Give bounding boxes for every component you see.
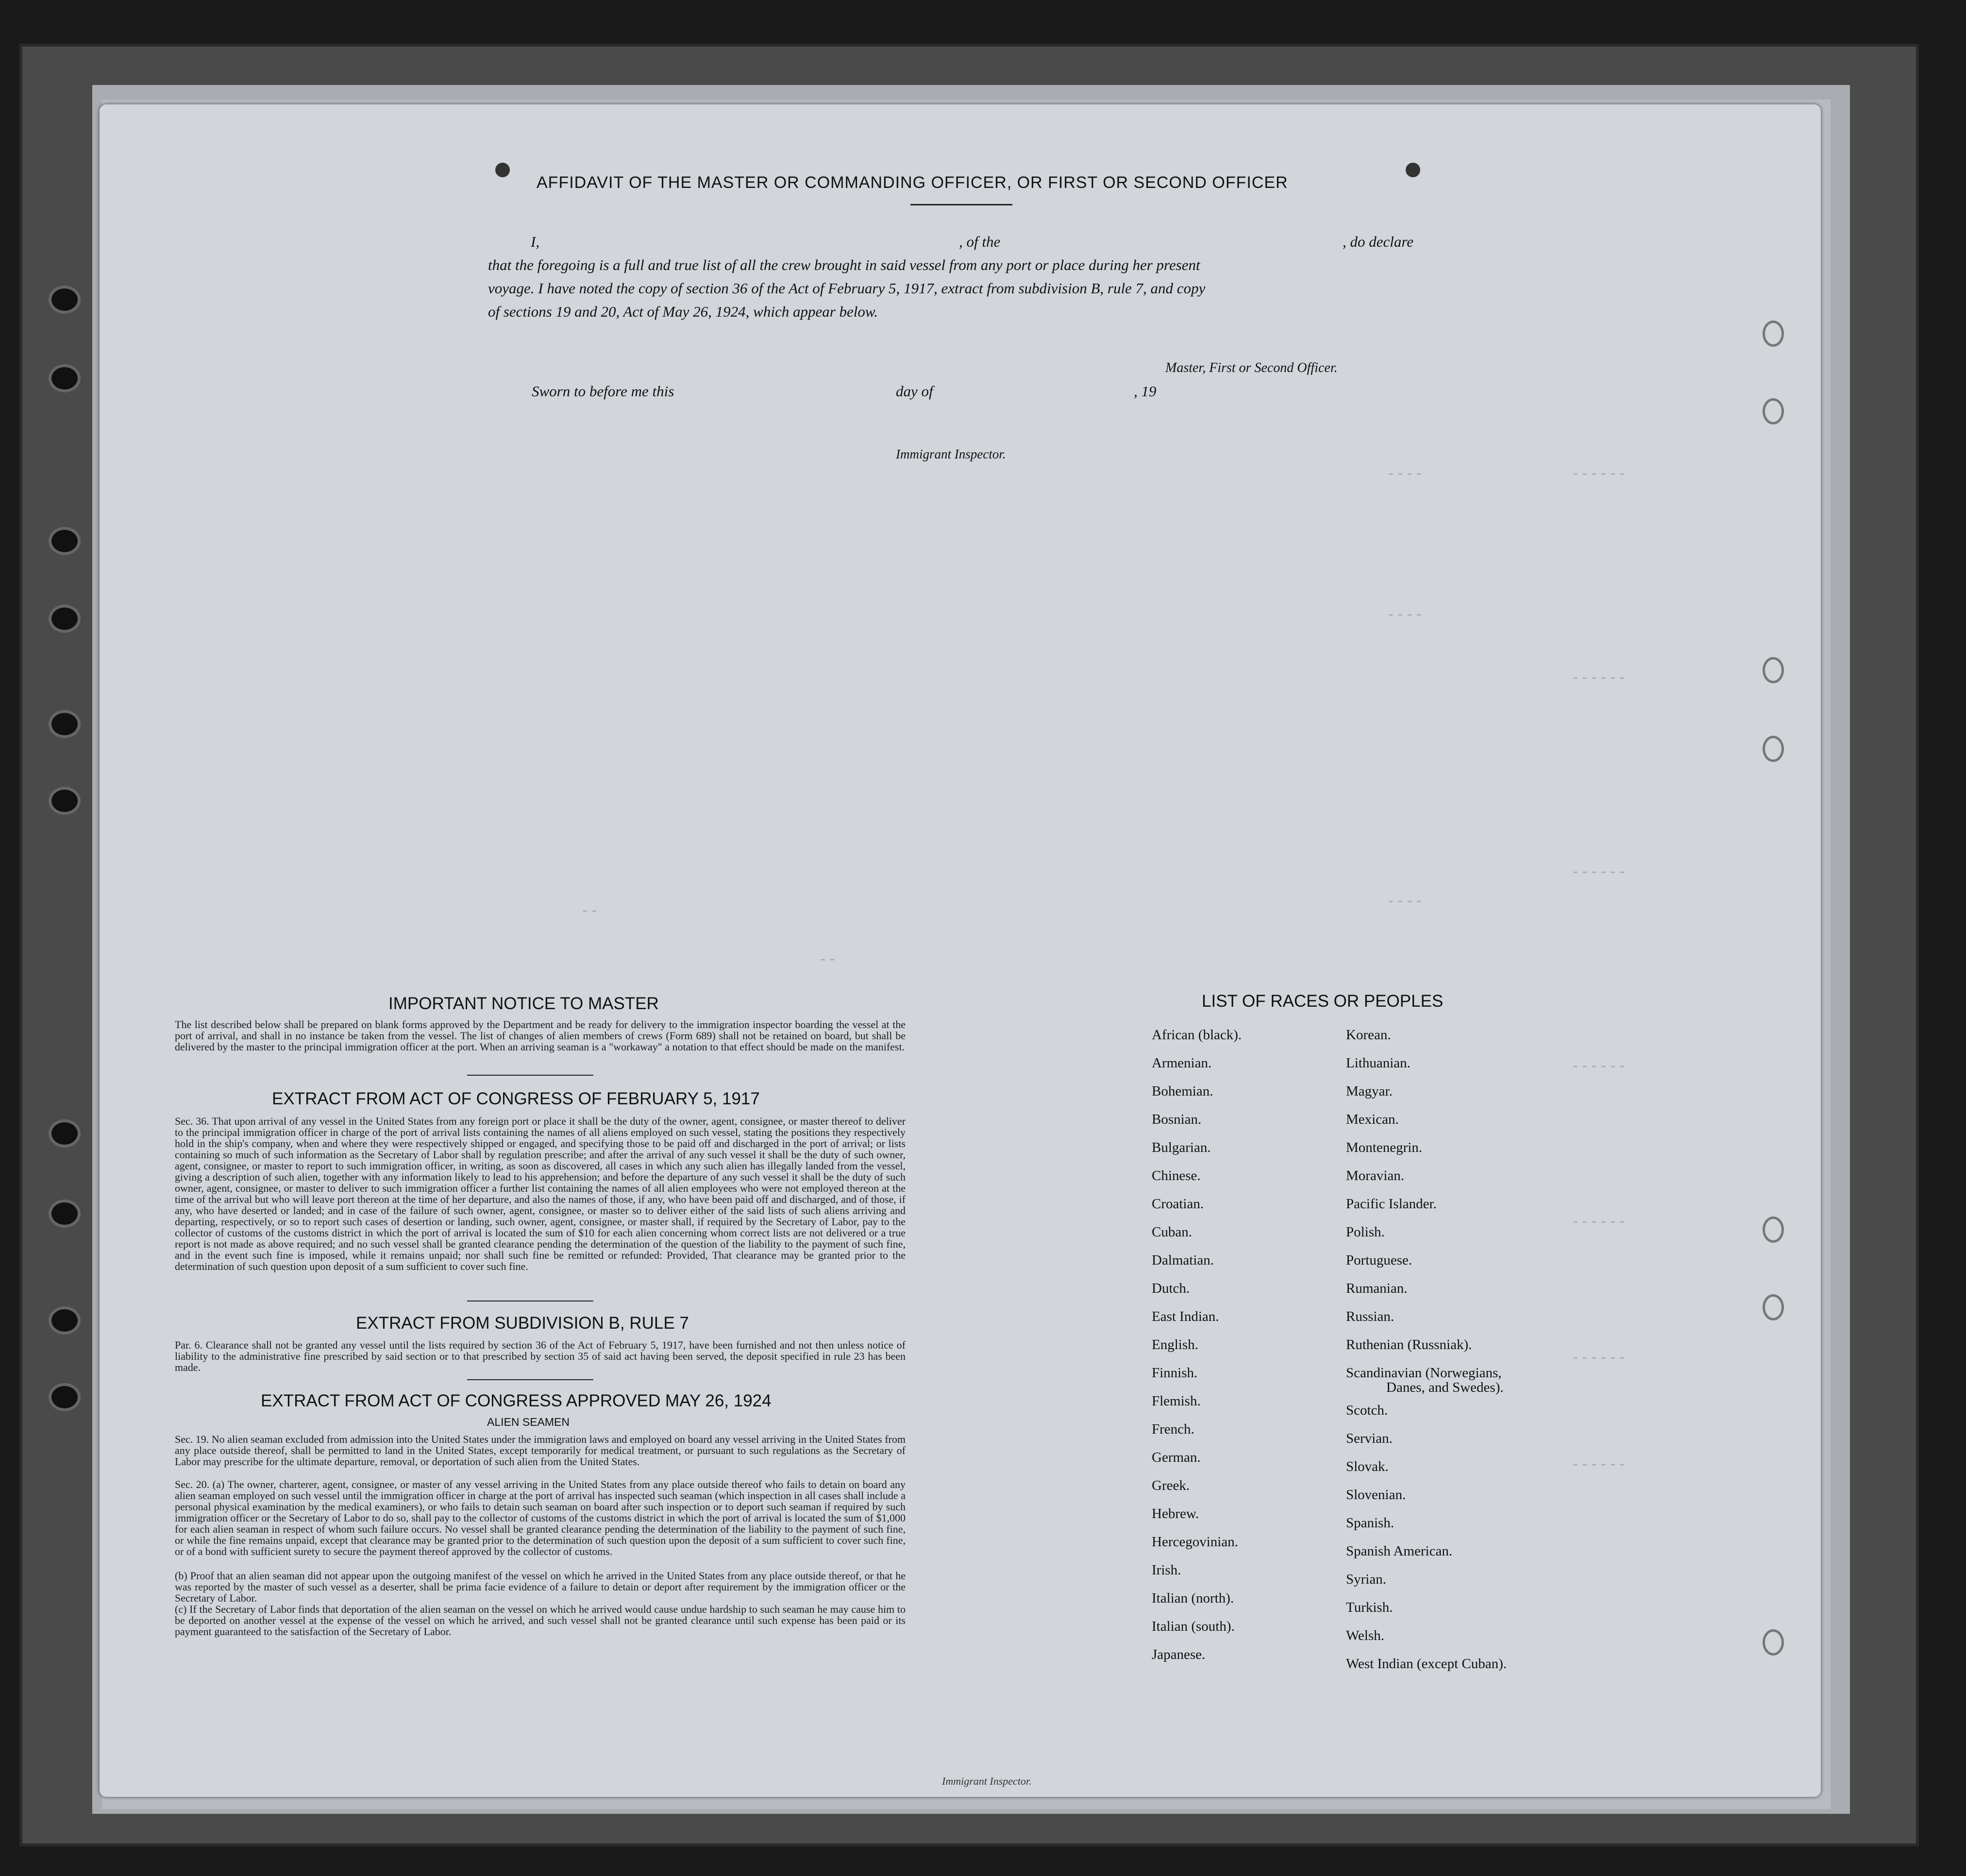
race-item: Dalmatian. [1152, 1252, 1214, 1268]
race-item: Greek. [1152, 1478, 1190, 1493]
ring-icon [1763, 1294, 1784, 1320]
act-1917-body: Sec. 36. That upon arrival of any vessel in the United States from any foreign port or place it shall be the duty of the owner, agent, consignee, or master thereof to deliver to the principal immigration officer in charge of the port of arrival lists containing the names of all aliens employed on such vessel, stating the positions they respectively hold in the ship's company, when and where they were respectively shipped or engaged, and specifying those to be paid off and discharged in the port of arrival; or lists containing so much of such information as the Secretary of Labor shall by regulation prescribe; and after the arrival of any such vessel it shall be the duty of such owner, agent, consignee, or master to report to such immigration officer, in writing, as soon as discovered, all cases in which any such alien has illegally landed from the vessel, giving a description of such alien, together with any information likely to lead to his apprehension; and before the departure of any such vessel it shall be the duty of such owner, agent, consignee, or master to deliver to such immigration officer a further list containing the names of all alien employees who were not employed thereon at the time of the arrival but who will leave port thereon at the time of her departure, and also the names of those, if any, who have been paid off and discharged, and of those, if any, who have deserted or landed; and in case of the failure of such owner, agent, consignee, or master so to deliver either of the said lists of such aliens arriving and departing, respectively, or so to report such cases of desertion or landing, such owner, agent, consignee, or master shall, if required by the Secretary of Labor, pay to the collector of customs of the customs district in which the port of arrival is located the sum of $10 for each alien concerning whom correct lists are not delivered or a true report is not made as above required; and no such vessel shall be granted clearance pending the determination of the question of the liability to the payment of such fine, and in the event such fine is imposed, while it remains unpaid; nor shall such fine be remitted or refunded: Provided, That clearance may be granted prior to the determination of such question upon deposit of a sum sufficient to cover such fine. [175, 1115, 906, 1272]
binder-hole-icon [49, 1383, 81, 1411]
affidavit-i: I, [531, 233, 540, 250]
year-label: , 19 [1134, 383, 1157, 400]
ring-icon [1763, 398, 1784, 424]
race-item: Ruthenian (Russniak). [1346, 1337, 1472, 1352]
race-item: German. [1152, 1450, 1201, 1465]
race-item: Italian (north). [1152, 1590, 1234, 1606]
rule-7-title: EXTRACT FROM SUBDIVISION B, RULE 7 [356, 1314, 689, 1333]
inspector-label: Immigrant Inspector. [896, 447, 1006, 461]
bleed-through-mark: ------ [1571, 464, 1627, 482]
footer-inspector-label: Immigrant Inspector. [942, 1775, 1032, 1787]
race-item: Hebrew. [1152, 1506, 1199, 1521]
title-underline [910, 204, 1012, 205]
race-item: West Indian (except Cuban). [1346, 1656, 1507, 1672]
affidavit-do-declare: , do declare [1343, 233, 1414, 250]
punch-hole-icon [495, 163, 510, 177]
punch-hole-icon [1406, 163, 1420, 177]
race-item: Servian. [1346, 1431, 1393, 1446]
race-item: Montenegrin. [1346, 1140, 1423, 1155]
day-of-label: day of [896, 383, 933, 400]
binder-hole-icon [49, 527, 81, 555]
ring-icon [1763, 657, 1784, 683]
race-item: Hercegovinian. [1152, 1534, 1238, 1550]
race-item: Scotch. [1346, 1403, 1388, 1418]
ring-icon [1763, 736, 1784, 762]
race-item: Scandinavian (Norwegians, [1346, 1365, 1502, 1381]
bleed-through-mark: ---- [1386, 464, 1424, 482]
race-item: Slovak. [1346, 1459, 1389, 1474]
affidavit-line-2: that the foregoing is a full and true list of all the crew brought in said vessel from any port or place during her present [488, 256, 1200, 273]
race-item: Lithuanian. [1346, 1055, 1411, 1071]
bleed-through-mark: ---- [1386, 605, 1424, 623]
race-item: Korean. [1346, 1027, 1391, 1043]
act-1924-sec-20a: Sec. 20. (a) The owner, charterer, agent, consignee, or master of any vessel arriving in the United States from any place outside thereof who fails to detain on board any alien seaman employed on such vessel until the immigration officer in charge at the port of arrival has inspected such seaman (which inspection in all cases shall include a personal physical examination by the medical examiners), or who fails to detain such seaman on board after such inspection or to deport such seaman if required by such immigration officer or the Secretary of Labor to do so, shall pay to the collector of customs of the customs district in which the port of arrival is located the sum of $1,000 for each alien seaman in respect of whom such failure occurs. No vessel shall be granted clearance pending the determination of the liability to the payment of such fine, or while the fine remains unpaid, except that clearance may be granted prior to the determination of such question upon the deposit of a sum sufficient to cover such fine, or of a bond with sufficient surety to secure the payment thereof approved by the collector of customs. [175, 1478, 906, 1557]
bleed-through-mark: ------ [1571, 1056, 1627, 1075]
race-item: Spanish American. [1346, 1543, 1453, 1559]
race-item: Rumanian. [1346, 1281, 1408, 1296]
binder-hole-icon [49, 1306, 81, 1335]
binder-hole-icon [49, 605, 81, 633]
ring-icon [1763, 321, 1784, 347]
race-item: Syrian. [1346, 1572, 1386, 1587]
notice-title: IMPORTANT NOTICE TO MASTER [388, 994, 659, 1013]
binder-hole-icon [49, 1200, 81, 1228]
race-item: Mexican. [1346, 1112, 1399, 1127]
act-1924-sec-20c: (c) If the Secretary of Labor finds that deportation of the alien seaman on the vessel on which he arrived would cause undue hardship to such seaman he may cause him to be deported on another vessel at the expense of the vessel on which he arrived, and such vessel shall not be granted clearance until such expense has been paid or its payment guaranteed to the satisfaction of the Secretary of Labor. [175, 1603, 906, 1638]
race-item: Finnish. [1152, 1365, 1198, 1381]
affidavit-line-4: of sections 19 and 20, Act of May 26, 1924, which appear below. [488, 303, 878, 320]
race-item: Bohemian. [1152, 1083, 1213, 1099]
binder-hole-icon [49, 1119, 81, 1148]
act-1924-subtitle: ALIEN SEAMEN [487, 1416, 570, 1428]
race-item: Japanese. [1152, 1647, 1206, 1662]
race-item: Bulgarian. [1152, 1140, 1211, 1155]
ring-icon [1763, 1217, 1784, 1243]
notice-body: The list described below shall be prepared on blank forms approved by the Department and be ready for delivery to the immigration inspector boarding the vessel at the port of arrival, and shall in no instance be taken from the vessel. The list of changes of alien members of crews (Form 689) shall not be retained on board, but shall be delivered by the master to the principal immigration officer at the port. When an arriving seaman is a "workaway" a notation to that effect should be made on the manifest. [175, 1018, 906, 1053]
affidavit-page [100, 104, 1821, 1797]
binder-hole-icon [49, 286, 81, 314]
race-item: Moravian. [1346, 1168, 1404, 1183]
race-item: Bosnian. [1152, 1112, 1202, 1127]
rule-7-divider [467, 1379, 593, 1380]
affidavit-of-the: , of the [959, 233, 1001, 250]
race-item: Italian (south). [1152, 1619, 1235, 1634]
act-1924-sec-20b: (b) Proof that an alien seaman did not appear upon the outgoing manifest of the vessel on which he arrived in the United States from any place outside thereof, or that he was reported by the master of such vessel as a deserter, shall be prima facie evidence of a failure to detain or deport after requirement by the immigration officer or the Secretary of Labor. [175, 1570, 906, 1604]
race-item: Flemish. [1152, 1393, 1201, 1409]
sworn-label: Sworn to before me this [532, 383, 674, 400]
affidavit-title: AFFIDAVIT OF THE MASTER OR COMMANDING OFFICER, OR FIRST OR SECOND OFFICER [537, 173, 1288, 192]
race-item: African (black). [1152, 1027, 1242, 1043]
race-item: Russian. [1346, 1309, 1395, 1324]
bleed-through-mark: ------ [1571, 668, 1627, 686]
race-item: English. [1152, 1337, 1198, 1352]
bleed-through-mark: ------ [1571, 1454, 1627, 1473]
race-item: Chinese. [1152, 1168, 1201, 1183]
race-item: Irish. [1152, 1562, 1181, 1578]
race-item: Turkish. [1346, 1600, 1393, 1615]
notice-divider [467, 1075, 593, 1076]
race-item: Polish. [1346, 1224, 1385, 1240]
race-item: Spanish. [1346, 1515, 1395, 1531]
race-item: Pacific Islander. [1346, 1196, 1437, 1212]
binder-hole-icon [49, 787, 81, 815]
race-item: Magyar. [1346, 1083, 1393, 1099]
binder-hole-icon [49, 364, 81, 392]
act-1924-sec-19: Sec. 19. No alien seaman excluded from admission into the United States under the immigration laws and employed on board any vessel arriving in the United States from any place outside thereof, shall be permitted to land in the United States, except temporarily for medical treatment, or pursuant to such regulations as the Secretary of Labor may prescribe for the ultimate departure, removal, or deportation of such alien from the United States. [175, 1433, 906, 1468]
race-item: Armenian. [1152, 1055, 1212, 1071]
race-item: Cuban. [1152, 1224, 1192, 1240]
bleed-through-mark: -- [580, 901, 599, 919]
race-item: Portuguese. [1346, 1252, 1412, 1268]
race-item: Welsh. [1346, 1628, 1385, 1643]
act-1917-title: EXTRACT FROM ACT OF CONGRESS OF FEBRUARY 5, 1917 [272, 1089, 760, 1108]
race-item: East Indian. [1152, 1309, 1219, 1324]
bleed-through-mark: ------ [1571, 1212, 1627, 1230]
race-item: Slovenian. [1346, 1487, 1406, 1503]
race-item: Croatian. [1152, 1196, 1204, 1212]
races-title: LIST OF RACES OR PEOPLES [1202, 992, 1444, 1011]
ring-icon [1763, 1629, 1784, 1656]
master-signature-label: Master, First or Second Officer. [1165, 360, 1338, 375]
race-item: Danes, and Swedes). [1386, 1380, 1504, 1395]
bleed-through-mark: -- [818, 949, 837, 968]
affidavit-line-3: voyage. I have noted the copy of section 36 of the Act of February 5, 1917, extract from subdivision B, rule 7, and copy [488, 280, 1206, 297]
race-item: French. [1152, 1421, 1194, 1437]
bleed-through-mark: ---- [1386, 891, 1424, 910]
bleed-through-mark: ------ [1571, 1348, 1627, 1366]
bleed-through-mark: ------ [1571, 862, 1627, 880]
race-item: Dutch. [1152, 1281, 1190, 1296]
binder-hole-icon [49, 710, 81, 738]
rule-7-body: Par. 6. Clearance shall not be granted any vessel until the lists required by section 36 of the Act of February 5, 1917, have been furnished and not then unless notice of liability to the administrative fine prescribed by said section or to that prescribed by section 35 of said act having been served, the deposit specified in rule 23 has been made. [175, 1339, 906, 1373]
act-1924-title: EXTRACT FROM ACT OF CONGRESS APPROVED MAY 26, 1924 [261, 1391, 772, 1410]
